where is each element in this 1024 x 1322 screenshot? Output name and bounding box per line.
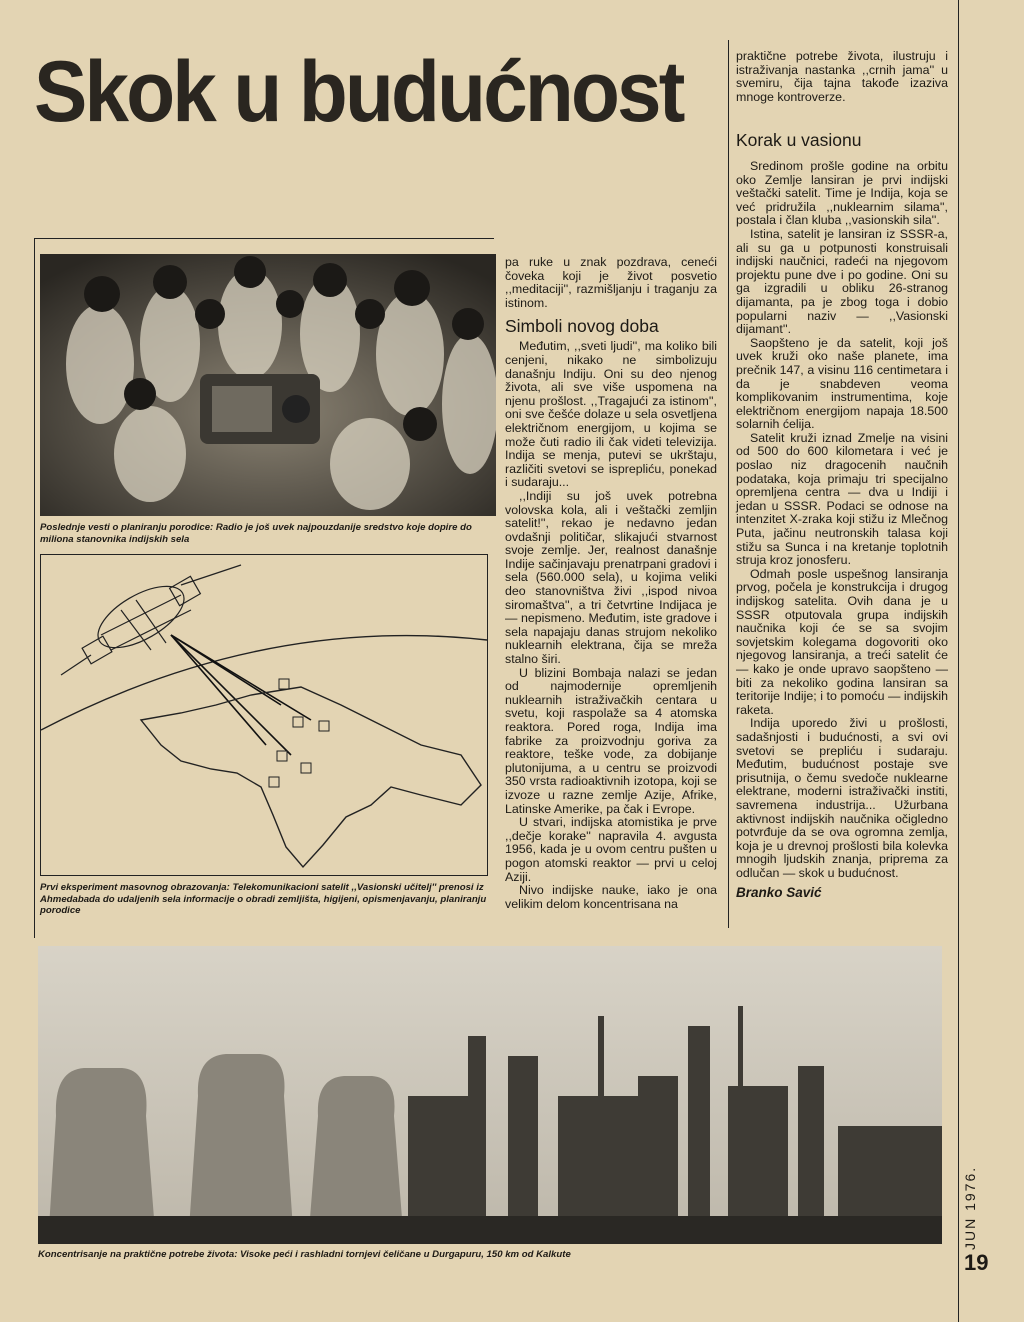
subhead-simboli: Simboli novog doba	[505, 316, 659, 337]
subhead-korak: Korak u vasionu	[736, 130, 862, 150]
page-number: 19	[964, 1250, 989, 1275]
paragraph: Saopšteno je da satelit, koji još uvek kruži oko naše planete, ima prečnik 147, a visinu 116 centimetara i da je snabdeven veoma komplikovanim instrumentima, koje električnom energijom napaja 18.500 solarnih ćelija.	[736, 335, 948, 432]
paragraph: Nivo indijske nauke, iako je ona velikim delom koncentrisana na	[505, 883, 717, 911]
caption-photo-crowd: Poslednje vesti o planiranju porodice: Radio je još uvek najpouzdanije sredstvo koje dopire do miliona stanovnika indijskih sela	[40, 522, 472, 545]
column-rule-left	[34, 238, 35, 938]
paragraph: Istina, satelit je lansiran iz SSSR-a, ali su ga u potpunosti konstruisali indijski naučnici, radeći na njegovom projektu pune dve i po godine. Oni su ga izgradili u obliku 26-stranog dijamanta, pa je zbog toga i dobio popularni naziv — ,,Vasionski dijamant''.	[736, 226, 948, 337]
paragraph: Indija uporedo živi u prošlosti, sadašnjosti i budućnosti, a svi ovi svetovi se prepliću i sudaraju. Međutim, budućnost postaje sve prisutnija, o čemu svedoče nuklearne elektrane, moderni istraživački institi, savremena industrija... Užurbana aktivnost indijskih naučnika očigledno potvrđuje da se ova ogromna zemlja, koja je u drevnoj prošlosti bila kolevka mnogih ljudskih znanja, priprema za odlučan — skok u budućnost.	[736, 716, 948, 880]
paragraph: U blizini Bombaja nalazi se jedan od najmodernije opremljenih nuklearnih istraživačkih centara u svetu, koji raspolaže sa 4 atomska reaktora. Pored roga, Indija ima fabrike za proizvodnju goriva za reaktore, teške vode, za dobijanje plutonijuma, a u centru se proizvodi 350 vrsta radioaktivnih izotopa, koji se izvoze u razne zemlje Azije, Afrike, Latinske Amerike, pa čak i Evrope.	[505, 665, 717, 816]
paragraph: Sredinom prošle godine na orbitu oko Zemlje lansiran je prvi indijski veštački satelit. Time je Indija, koja se već pridružila ,,nuklearnim silama'', postala i član kluba ,,vasionskih sila''.	[736, 159, 948, 228]
issue-date: JUN 1976.	[962, 1165, 978, 1250]
paragraph: ,,Indiji su još uvek potrebna volovska kola, ali i veštački zemljin satelit!'', rekao je nedavno jedan ovdašnji političar, slikajući stvarnost svoje zemlje. Jer, realnost današnje Indije sačinjavaju prenatrpani gradovi i sela (560.000 sela), u kojima veliki deo stanovništva živi ,,ispod nivoa siromaštva'', a tri četvrtine Indijaca je — nepismeno. Međutim, iste gradove i sela napajaju danas strujom nekoliko nuklearnih elektrana, čija se mreža stalno širi.	[505, 488, 717, 667]
top-right-text	[736, 50, 948, 104]
steelworks-illustration	[38, 946, 942, 1244]
headline: Skok u budućnost	[34, 44, 683, 140]
middle-column	[505, 256, 717, 911]
byline: Branko Savić	[736, 885, 822, 901]
caption-diagram: Prvi eksperiment masovnog obrazovanja: Telekomunikacioni satelit ,,Vasionski učitelj'' prenosi iz Ahmedabada do udaljenih sela informacije o obradi zemljišta, higijeni, opismenjavanju, planiranju porodice	[40, 882, 487, 917]
photo-steelworks	[38, 946, 942, 1244]
photo-crowd-radio	[40, 254, 496, 516]
right-column	[736, 124, 948, 900]
diagram-box	[40, 554, 488, 876]
margin-rule	[958, 0, 959, 1322]
paragraph: Satelit kruži iznad Zmelje na visini od 500 do 600 kilometara i već je poslao niz dragocenih naučnih podataka, koja primaju tri specijalno opremljena centra — dva u Indiji i jedan u SSSR. Podaci se odnose na intenzitet X-zraka koji stižu iz Mlečnog Puta, jačinu neutronskih talasa koji stižu sa Sunca i na kretanje toplotnih struja kroz jonosferu.	[736, 430, 948, 568]
satellite-india-diagram	[41, 555, 487, 875]
paragraph: Odmah posle uspešnog lansiranja prvog, počela je konstrukcija i drugog indijskog satelita. Ovih dana je u SSSR otputovala grupa indijskih naučnika koji će se sa svojim sovjetskim kolegama dogovoriti oko njegovog lansiranja, a treći satelit će — kako je onde upravo saopšteno — biti za nekoliko godina lansiran sa teritorije Indije; i to pomoću — indijskih raketa.	[736, 566, 948, 717]
column-rule-right	[728, 40, 729, 928]
caption-steelworks: Koncentrisanje na praktične potrebe života: Visoke peći i rashladni tornjevi čeličane u Durgapuru, 150 km od Kalkute	[38, 1249, 571, 1260]
india-map-outline	[141, 687, 481, 867]
paragraph: pa ruke u znak pozdrava, ceneći čoveka koji je život posvetio ,,meditaciji'', razmišljanju i traganju za istinom.	[505, 255, 717, 310]
paragraph: Međutim, ,,sveti ljudi'', ma koliko bili cenjeni, nikako ne simbolizuju današnju Indiju. Oni su deo njenog života, ali sve više uspomena na njenu prošlost. ,,Tragajući za istinom'', oni sve češće dolaze u sela osvetljena električnom energijom, u kojima se može čuti radio ili čak videti televizija. Indija se menja, putevi se ukrštaju, različiti svetovi se isprepliću, ponekad i sudaraju...	[505, 339, 717, 490]
column-top-rule	[34, 238, 494, 239]
satellite-icon	[61, 565, 241, 675]
crowd-illustration	[40, 254, 496, 516]
paragraph: U stvari, indijska atomistika je prve ,,dečje korake'' napravila 4. avgusta 1956, kada je u ovom centru pušten u pogon atomski reaktor — prvi u celoj Aziji.	[505, 815, 717, 884]
paragraph: praktične potrebe života, ilustruju i istraživanja nastanka ,,crnih jama'' u svemiru, čija tajna takođe izaziva mnoge kontroverze.	[736, 49, 948, 104]
